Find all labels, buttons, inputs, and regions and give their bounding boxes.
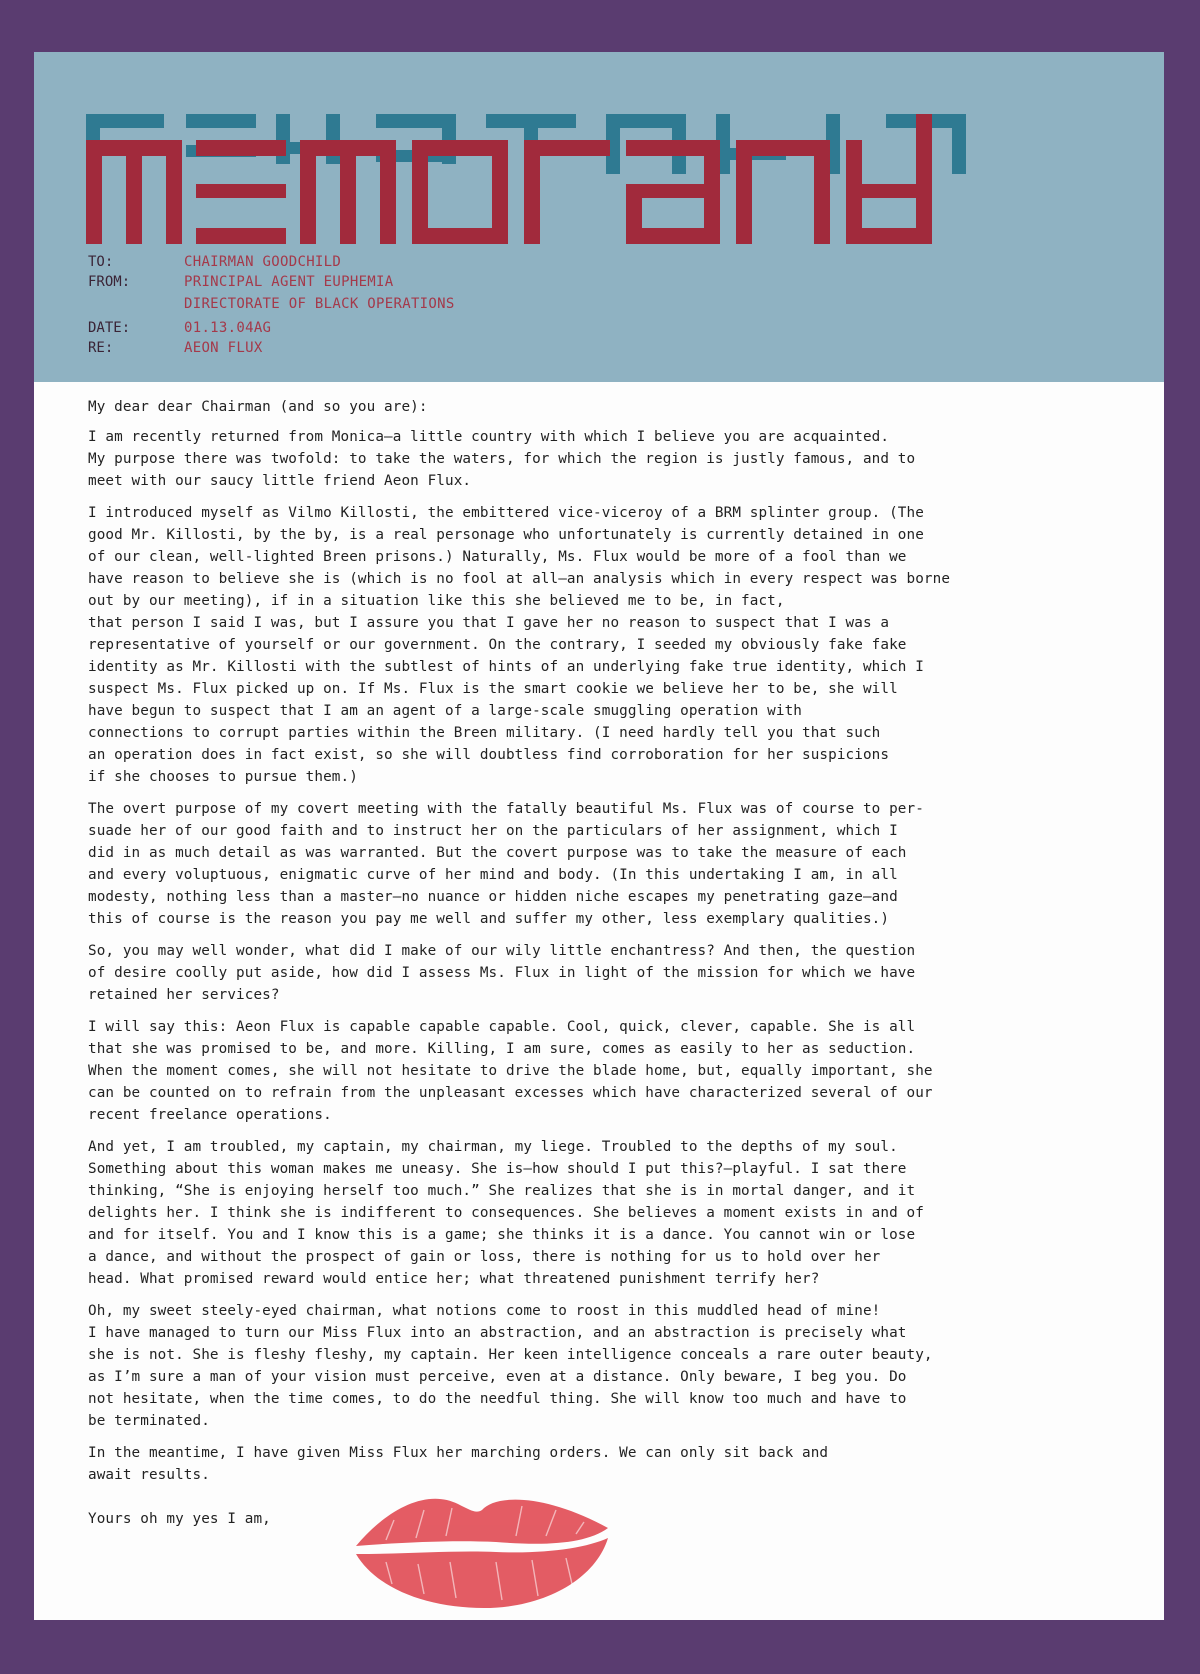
memo-paper [34,52,1164,1620]
paragraph: So, you may well wonder, what did I make of our wily little enchantress? And then, the question of desire coolly put aside, how did I assess Ms. Flux in light of the mission for which we have retained her services? [88,943,916,1003]
memoranda-masthead [86,100,966,250]
from-label: FROM: [88,274,131,290]
letter-body [88,396,1148,1568]
masthead-title-text: MEMORANDA [86,248,92,249]
paragraph: Oh, my sweet steely-eyed chairman, what notions come to roost in this muddled head of mine! I have managed to turn our Miss Flux into an abstraction, and an abstraction is precisely what she is not. She is fleshy fleshy, my captain. Her keen intelligence conceals a rare outer beauty, as I’m sure a man of your vision must perceive, even at a distance. Only beware, I beg you. Do not hesitate, when the time comes, to do the needful thing. She will know too much and have to be terminated. [88,1303,933,1429]
to-value: CHAIRMAN GOODCHILD [184,254,342,270]
paragraph: The overt purpose of my covert meeting with the fatally beautiful Ms. Flux was of course to per- suade her of our good faith and to instruct her on the particulars of her assignment, which I did in as much detail as was warranted. But the covert purpose was to take the measure of each and every voluptuous, enigmatic curve of her mind and body. (In this undertaking I am, in all modesty, nothing less than a master—no nuance or hidden niche escapes my penetrating gaze—and this of course is the reason you pay me well and suffer my other, less exemplary qualities.) [88,801,924,927]
salutation: My dear dear Chairman (and so you are): [88,399,428,415]
paragraph: I introduced myself as Vilmo Killosti, the embittered vice-viceroy of a BRM splinter group. (The good Mr. Killosti, by the by, is a real personage who unfortunately is currently detained in one of our clean, well-lighted Breen prisons.) Naturally, Ms. Flux would be more of a fool than we have reason to believe she is (which is no fool at all—an analysis which in every respect was borne out by our meeting), if in a situation like this she believed me to be, in fact, that person I said I was, but I assure you that I gave her no reason to suspect that I was a representative of yourself or our government. On the contrary, I seeded my obviously fake fake identity as Mr. Killosti with the subtlest of hints of an underlying fake true identity, which I suspect Ms. Flux picked up on. If Ms. Flux is the smart cookie we believe her to be, she will have begun to suspect that I am an agent of a large-scale smuggling operation with connections to corrupt parties within the Breen military. (I need hardly tell you that such an operation does in fact exist, so she will doubtless find corroboration for her suspicions if she chooses to pursue them.) [88,505,951,785]
date-label: DATE: [88,320,131,336]
lipstick-kiss-icon [346,1480,616,1612]
paragraph: I will say this: Aeon Flux is capable capable capable. Cool, quick, clever, capable. She is all that she was promised to be, and more. Killing, I am sure, comes as easily to her as seduction. When the moment comes, she will not hesitate to drive the blade home, but, equally important, she can be counted on to refrain from the unpleasant excesses which have characterized several of our recent freelance operations. [88,1019,933,1123]
date-value: 01.13.04AG [184,320,272,336]
from-value-2: DIRECTORATE OF BLACK OPERATIONS [184,296,455,312]
paragraph: In the meantime, I have given Miss Flux her marching orders. We can only sit back and await results. [88,1445,829,1483]
paragraph: And yet, I am troubled, my captain, my chairman, my liege. Troubled to the depths of my soul. Something about this woman makes me uneasy. She is—how should I put this?—playful. I sat there thinking, “She is enjoying herself too much.” She realizes that she is in mortal danger, and it delights her. I think she is indifferent to consequences. She believes a moment exists in and of and for itself. You and I know this is a game; she thinks it is a dance. You cannot win or lose a dance, and without the prospect of gain or loss, there is nothing for us to hold over her head. What promised reward would entice her; what threatened punishment terrify her? [88,1139,924,1287]
signoff-row [88,1508,1148,1568]
to-label: TO: [88,254,114,270]
from-value: PRINCIPAL AGENT EUPHEMIA [184,274,394,290]
masthead-front-layer [86,114,932,244]
re-value: AEON FLUX [184,340,263,356]
header-band [34,52,1164,382]
paragraph: I am recently returned from Monica—a little country with which I believe you are acquainted. My purpose there was twofold: to take the waters, for which the region is justly famous, and to meet with our saucy little friend Aeon Flux. [88,429,916,489]
re-label: RE: [88,340,114,356]
sign-off: Yours oh my yes I am, [88,1511,271,1527]
